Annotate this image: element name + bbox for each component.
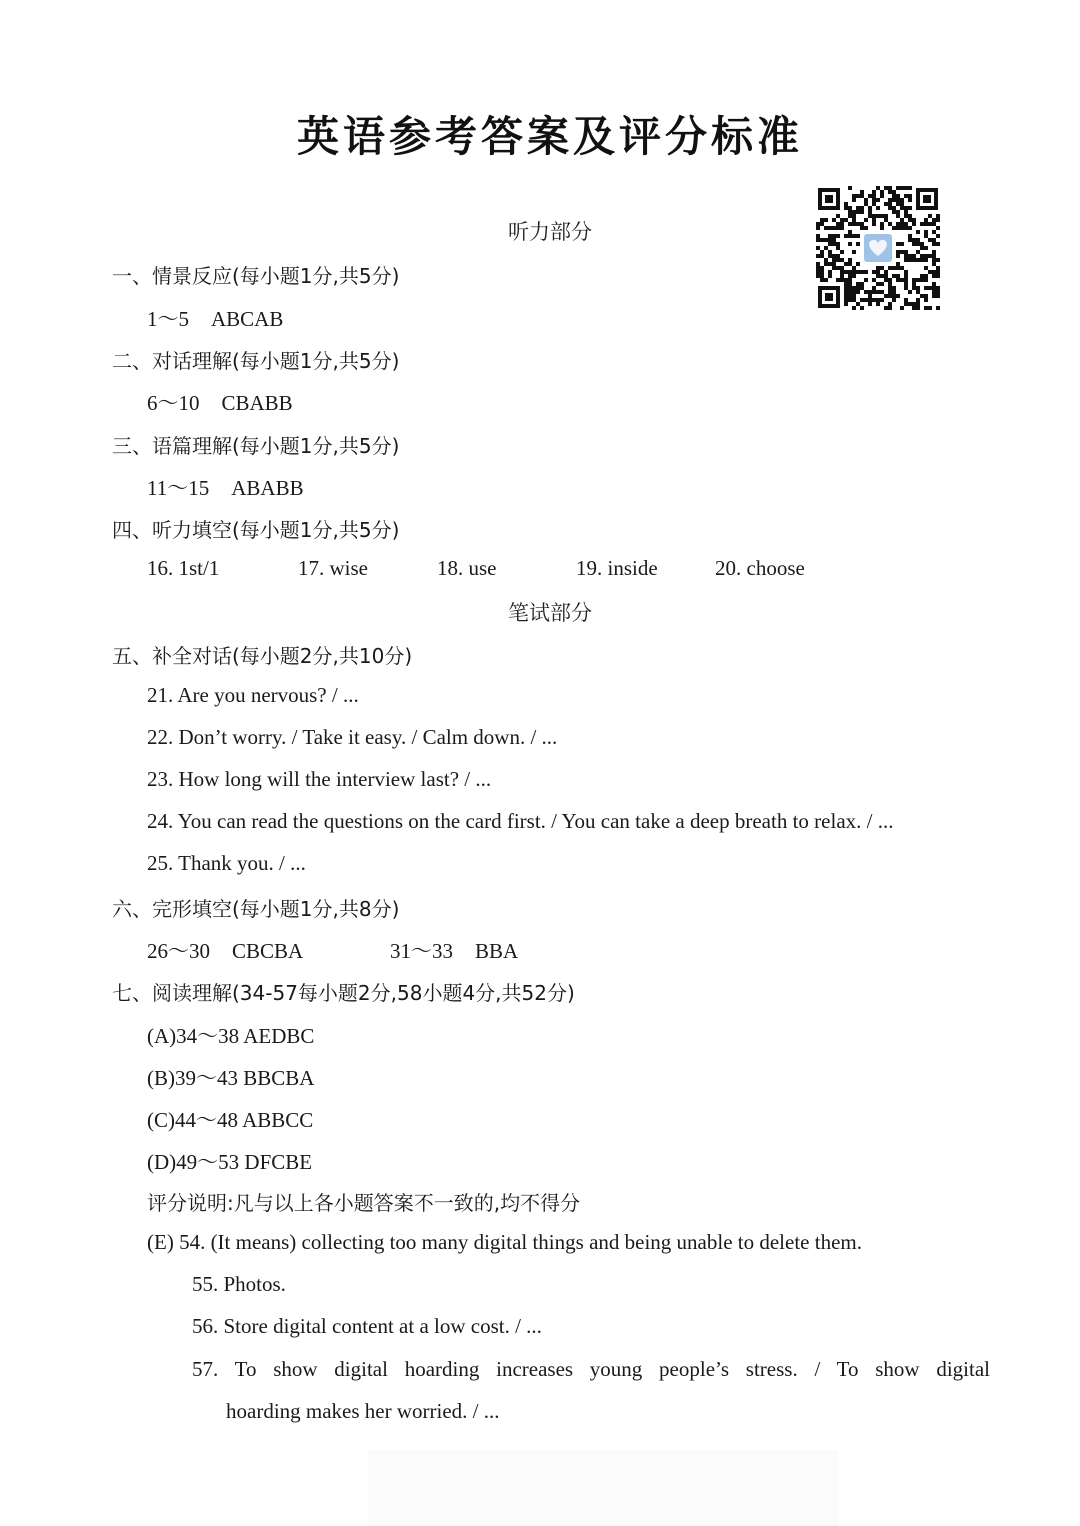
scoring-note: 评分说明:凡与以上各小题答案不一致的,均不得分 (147, 1191, 581, 1215)
section-1-heading: 一、情景反应(每小题1分,共5分) (112, 264, 400, 288)
answer-range: 6～10 (147, 391, 200, 415)
section-3-heading: 三、语篇理解(每小题1分,共5分) (112, 434, 400, 458)
answer-letters: BBA (475, 939, 519, 963)
cloze-answers-31-33 (390, 935, 518, 965)
answer-letters: CBCBA (232, 939, 304, 963)
writing-section-title: 笔试部分 (508, 601, 592, 625)
section-7-heading: 七、阅读理解(34-57每小题2分,58小题4分,共52分) (112, 981, 575, 1005)
section-4-heading: 四、听力填空(每小题1分,共5分) (112, 518, 400, 542)
reading-answers-b: (B)39～43 BBCBA (147, 1066, 315, 1090)
dialogue-answer-24: 24. You can read the questions on the card first. / You can take a deep breath to relax. / ... (147, 809, 894, 833)
fill-answer-17: 17. wise (298, 556, 368, 580)
answer-range: 31～33 (390, 939, 453, 963)
section-2-heading: 二、对话理解(每小题1分,共5分) (112, 349, 400, 373)
fill-answer-18: 18. use (437, 556, 497, 580)
reading-answer-54: (E) 54. (It means) collecting too many digital things and being unable to delete them. (147, 1230, 862, 1254)
dialogue-answer-21: 21. Are you nervous? / ... (147, 683, 359, 707)
answer-range: 26～30 (147, 939, 210, 963)
qr-code-graphic (816, 186, 940, 310)
answer-letters: ABABB (231, 476, 304, 500)
reading-answers-d: (D)49～53 DFCBE (147, 1150, 313, 1174)
section-1-answers (147, 303, 283, 333)
page-title: 英语参考答案及评分标准 (296, 112, 803, 161)
fill-answer-16: 16. 1st/1 (147, 556, 220, 580)
dialogue-answer-23: 23. How long will the interview last? / ... (147, 767, 492, 791)
fill-answer-20: 20. choose (715, 556, 805, 580)
answer-letters: ABCAB (211, 307, 284, 331)
fill-answer-19: 19. inside (576, 556, 658, 580)
scan-shadow (368, 1450, 838, 1526)
reading-answer-57-line1: 57. To show digital hoarding increases young people’s stress. / To show digital (192, 1357, 990, 1381)
reading-answer-56: 56. Store digital content at a low cost. / ... (192, 1314, 542, 1338)
qr-code-icon (816, 186, 940, 310)
section-6-heading: 六、完形填空(每小题1分,共8分) (112, 897, 400, 921)
answer-letters: CBABB (221, 391, 293, 415)
dialogue-answer-22: 22. Don’t worry. / Take it easy. / Calm down. / ... (147, 725, 558, 749)
section-3-answers (147, 472, 304, 502)
section-5-heading: 五、补全对话(每小题2分,共10分) (112, 644, 413, 668)
reading-answers-a: (A)34～38 AEDBC (147, 1024, 315, 1048)
reading-answer-55: 55. Photos. (192, 1272, 286, 1296)
listening-section-title: 听力部分 (508, 220, 592, 244)
reading-answers-c: (C)44～48 ABBCC (147, 1108, 314, 1132)
cloze-answers-26-30 (147, 935, 303, 965)
reading-answer-57-line2: hoarding makes her worried. / ... (226, 1399, 500, 1423)
section-2-answers (147, 387, 293, 417)
answer-range: 1～5 (147, 307, 189, 331)
answer-range: 11～15 (147, 476, 210, 500)
dialogue-answer-25: 25. Thank you. / ... (147, 851, 306, 875)
